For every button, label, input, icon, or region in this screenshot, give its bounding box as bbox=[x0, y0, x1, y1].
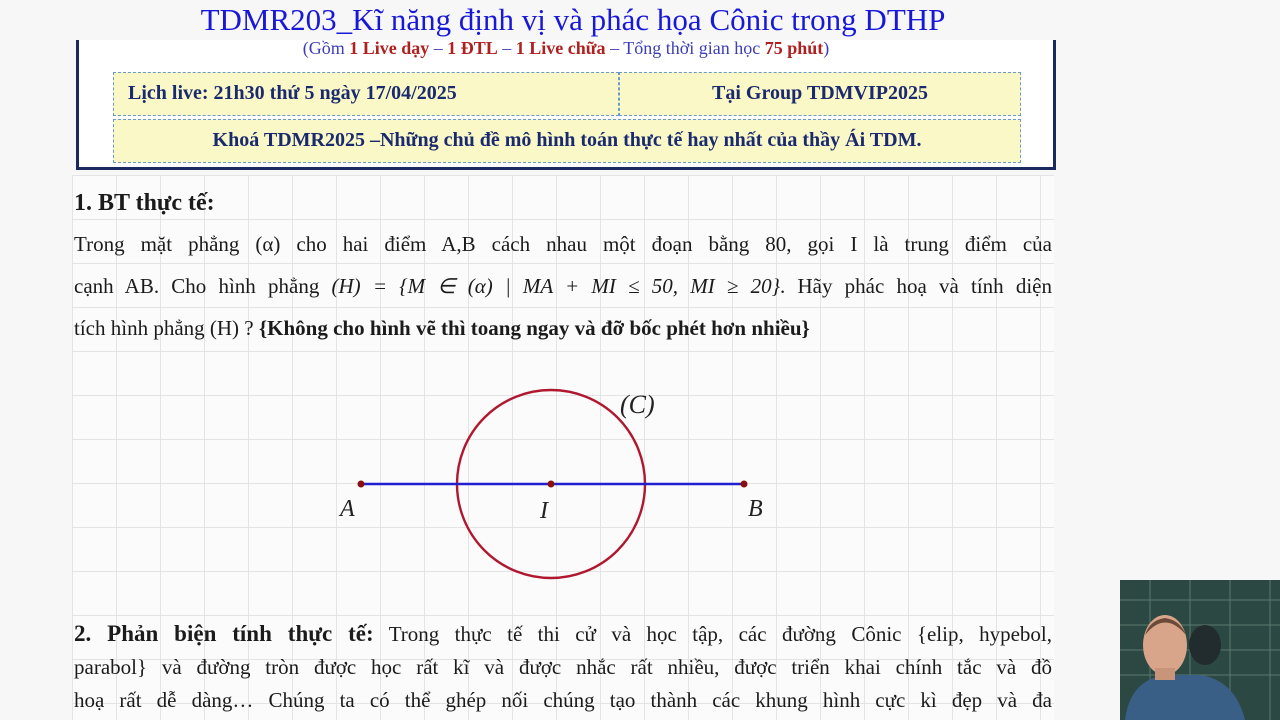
problem-line-3 bbox=[74, 316, 1052, 341]
section2-line-2: parabol} và đường tròn được học rất kĩ và được nhắc rất nhiều, được triển khai chính tắc và đồ bbox=[74, 655, 1052, 679]
section1-heading: 1. BT thực tế: bbox=[74, 190, 215, 216]
group-name: Tại Group TDMVIP2025 bbox=[619, 72, 1021, 116]
subtitle-duration: 75 phút bbox=[764, 38, 824, 58]
subtitle-text: ) bbox=[823, 38, 830, 58]
set-definition: (H) = {M ∈ (α) | MA + MI ≤ 50, MI ≥ 20} bbox=[331, 274, 781, 298]
geometry-diagram bbox=[320, 380, 800, 600]
course-header-box bbox=[76, 40, 1056, 170]
problem-line-2 bbox=[74, 274, 1052, 299]
subtitle-text: – Tổng thời gian học bbox=[605, 38, 765, 58]
problem-text: cạnh AB. Cho hình phẳng bbox=[74, 274, 332, 298]
problem-text: tích hình phẳng (H) ? bbox=[74, 316, 259, 340]
problem-text: . Hãy phác hoạ và tính diện bbox=[780, 274, 1052, 298]
subtitle-live-fix: 1 Live chữa bbox=[515, 38, 606, 58]
subtitle-sep: – bbox=[497, 38, 516, 58]
point-i-label: I bbox=[540, 498, 548, 524]
live-schedule: Lịch live: 21h30 thứ 5 ngày 17/04/2025 bbox=[113, 72, 619, 116]
problem-line-1: Trong mặt phẳng (α) cho hai điểm A,B cách nhau một đoạn bằng 80, gọi I là trung điểm của bbox=[74, 232, 1052, 256]
subtitle-text: (Gồm bbox=[302, 38, 350, 58]
point-b-dot bbox=[741, 481, 748, 488]
subtitle-sep: – bbox=[429, 38, 448, 58]
point-a-label: A bbox=[340, 496, 355, 522]
subtitle-dtl: 1 ĐTL bbox=[447, 38, 498, 58]
section2-line-3: hoạ rất dễ dàng… Chúng ta có thể ghép nối chúng tạo thành các khung hình cực kì đẹp và đa bbox=[74, 688, 1052, 712]
point-i-dot bbox=[548, 481, 555, 488]
page-title: TDMR203_Kĩ năng định vị và phác họa Cônic trong DTHP bbox=[200, 2, 946, 37]
section2-heading: 2. Phản biện tính thực tế: bbox=[74, 621, 374, 646]
course-title: Khoá TDMR2025 –Những chủ đề mô hình toán thực tế hay nhất của thầy Ái TDM. bbox=[113, 119, 1021, 163]
point-b-label: B bbox=[748, 496, 763, 522]
presenter-video-icon bbox=[1120, 580, 1280, 720]
section2-text: Trong thực tế thi cử và học tập, các đường Cônic {elip, hypebol, bbox=[373, 622, 1053, 646]
problem-emphasis: {Không cho hình vẽ thì toang ngay và đỡ bốc phét hơn nhiều} bbox=[258, 316, 810, 340]
circle-c-label: (C) bbox=[620, 390, 655, 419]
point-a-dot bbox=[358, 481, 365, 488]
subtitle-live-teach: 1 Live dạy bbox=[349, 38, 430, 58]
section2-line-1 bbox=[74, 621, 1052, 647]
webcam-feed bbox=[1120, 580, 1280, 720]
course-subtitle bbox=[79, 36, 1053, 60]
